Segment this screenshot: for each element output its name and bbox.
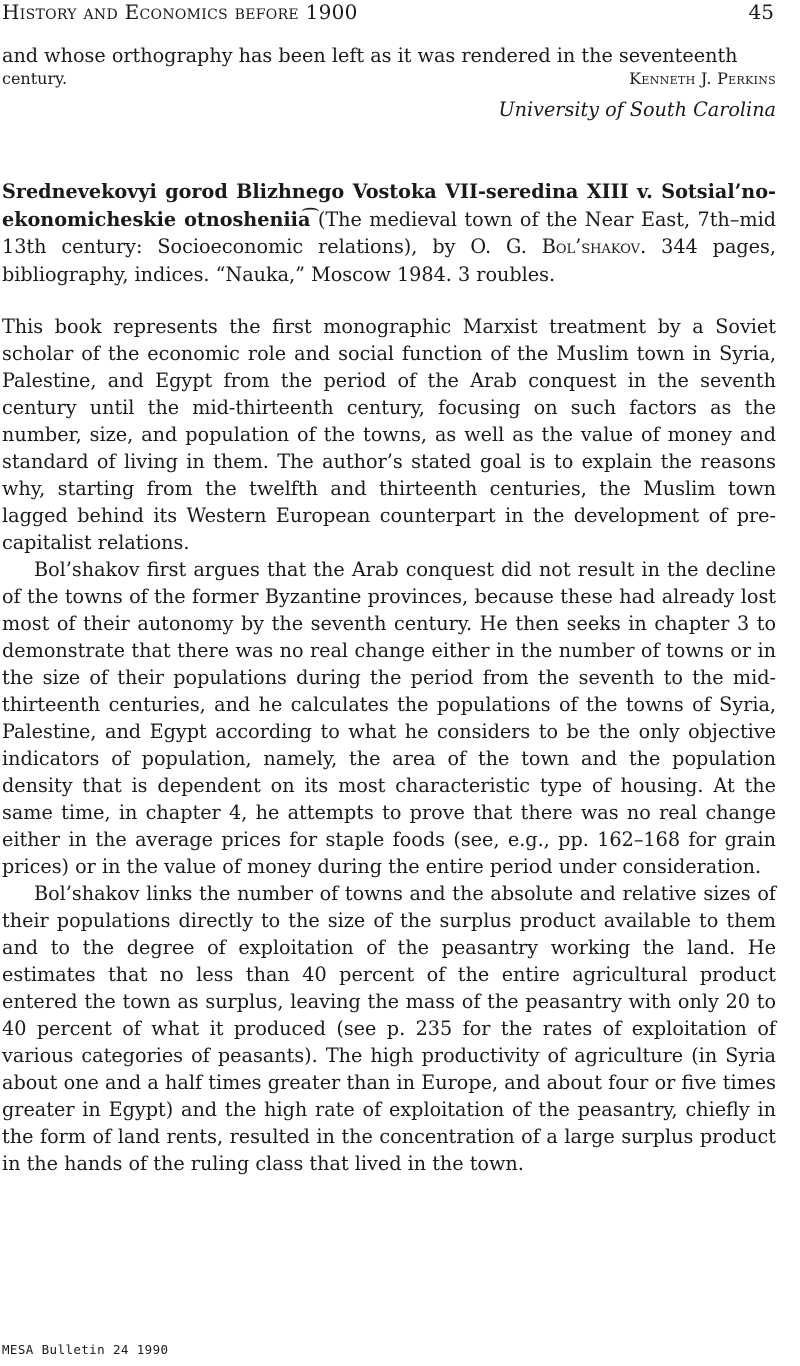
book-title: Srednevekovyi gorod Blizhnego Vostoka VII-seredina XIII v. Sotsial’no-ekonomicheskie otnosheniia͡ bbox=[2, 180, 776, 231]
running-head bbox=[2, 0, 800, 24]
page-number: 45 bbox=[748, 0, 774, 24]
book-details: . 344 pages, bibliography, indices. “Nauka,” Moscow 1984. 3 roubles. bbox=[2, 235, 776, 286]
reviewer-name: Kenneth J. Perkins bbox=[629, 69, 776, 88]
book-translation: (The medieval town of the Near East, 7th–mid 13th century: Socioeconomic relations), by O. G. bbox=[2, 207, 776, 258]
review-body bbox=[2, 313, 776, 1177]
page-footer: MESA Bulletin 24 1990 bbox=[2, 1342, 169, 1357]
previous-review-ending bbox=[2, 42, 776, 123]
body-paragraph-2: Bol’shakov first argues that the Arab conquest did not result in the decline of the towns of the former Byzantine provinces, because these had already lost most of their autonomy by the seventh century. He then seeks in chapter 3 to demonstrate that there was no real change either in the number of towns or in the size of their populations during the period from the seventh to the mid-thirteenth centuries, and he calculates the populations of the towns of Syria, Palestine, and Egypt according to what he considers to be the only objective indicators of population, namely, the area of the town and the population density that is dependent on its most characteristic type of housing. At the same time, in chapter 4, he attempts to prove that there was no real change either in the average prices for staple foods (see, e.g., pp. 162–168 for grain prices) or in the value of money during the entire period under consideration. bbox=[2, 558, 776, 878]
signature-row bbox=[2, 69, 776, 96]
book-author: Bol’shakov bbox=[541, 235, 641, 258]
body-paragraph-3: Bol’shakov links the number of towns and the absolute and relative sizes of their populations directly to the size of the surplus product available to them and to the degree of exploitation of the peasantry working the land. He estimates that no less than 40 percent of the entire agricultural product entered the town as surplus, leaving the mass of the peasantry with only 20 to 40 percent of what it produced (see p. 235 for the rates of exploitation of various categories of peasants). The high productivity of agriculture (in Syria about one and a half times greater than in Europe, and about four or five times greater in Egypt) and the high rate of exploitation of the peasantry, chiefly in the form of land rents, resulted in the concentration of a large surplus product in the hands of the ruling class that lived in the town. bbox=[2, 882, 776, 1175]
book-citation bbox=[2, 178, 776, 288]
previous-review-text-end: century. bbox=[2, 69, 68, 88]
previous-review-text-line: and whose orthography has been left as it was rendered in the seventeenth bbox=[2, 44, 738, 67]
running-head-title: History and Economics before 1900 bbox=[2, 0, 358, 24]
reviewer-affiliation: University of South Carolina bbox=[498, 98, 776, 121]
body-paragraph-1: This book represents the first monographic Marxist treatment by a Soviet scholar of the economic role and social function of the Muslim town in Syria, Palestine, and Egypt from the period of the Arab conquest in the seventh century until the mid-thirteenth century, focusing on such factors as the number, size, and population of the towns, as well as the value of money and standard of living in them. The author’s stated goal is to explain the reasons why, starting from the twelfth and thirteenth centuries, the Muslim town lagged behind its Western European counterpart in the development of pre-capitalist relations. bbox=[2, 315, 776, 554]
review-header bbox=[2, 178, 776, 288]
